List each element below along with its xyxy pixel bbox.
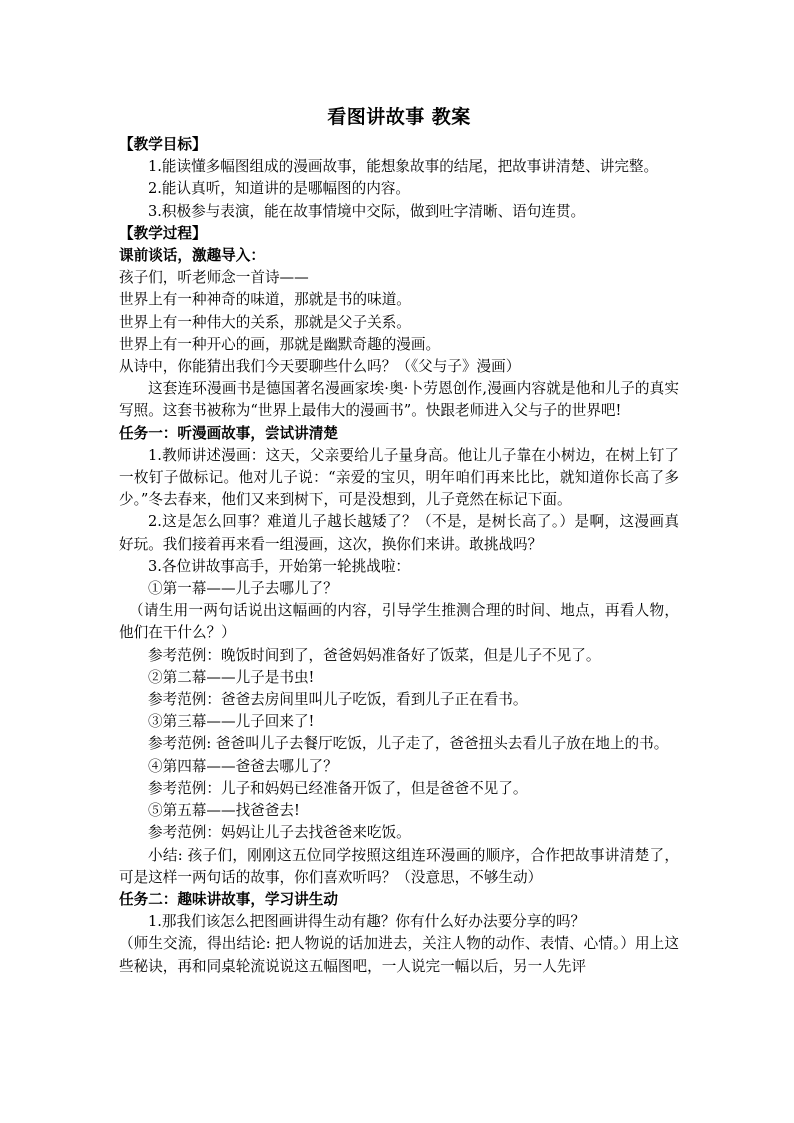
task2-heading: 任务二：趣味讲故事，学习讲生动 xyxy=(119,890,338,908)
document-page xyxy=(119,100,679,978)
intro-paragraph: 这套连环漫画书是德国著名漫画家埃·奥·卜劳恩创作,漫画内容就是他和儿子的真实写照。这套书被称为“世界上最伟大的漫画书”。快跟老师进入父与子的世界吧! xyxy=(119,380,679,420)
goals-heading: 【教学目标】 xyxy=(119,136,207,153)
task1-summary: 小结: 孩子们，刚刚这五位同学按照这组连环漫画的顺序，合作把故事讲清楚了，可是这样一两句话的故事，你们喜欢听吗？（没意思，不够生动） xyxy=(119,846,679,886)
scene-reference: 参考范例：晚饭时间到了，爸爸妈妈准备好了饭菜，但是儿子不见了。 xyxy=(148,646,601,664)
scene-reference: 参考范例：爸爸去房间里叫儿子吃饭，看到儿子正在看书。 xyxy=(148,691,528,709)
scene-title: ②第二幕——儿子是书虫! xyxy=(148,668,315,686)
task2-paragraph: （师生交流，得出结论: 把人物说的话加进去，关注人物的动作、表情、心情。）用上这些秘诀，再和同桌轮流说说这五幅图吧，一人说完一幅以后，另一人先评 xyxy=(119,935,679,975)
scene-title: ③第三幕——儿子回来了! xyxy=(148,713,315,731)
scene-reference: 参考范例：儿子和妈妈已经准备开饭了，但是爸爸不见了。 xyxy=(148,779,528,797)
intro-heading: 课前谈话，激趣导入： xyxy=(119,247,265,265)
task1-paragraph: 2.这是怎么回事？难道儿子越长越矮了？（不是，是树长高了。）是啊，这漫画真好玩。我们接着再来看一组漫画，这次，换你们来讲。敢挑战吗？ xyxy=(119,513,679,553)
intro-line: 世界上有一种开心的画，那就是幽默奇趣的漫画。 xyxy=(119,335,441,353)
scene-title: ①第一幕——儿子去哪儿了？ xyxy=(148,580,338,598)
intro-line: 世界上有一种神奇的味道，那就是书的味道。 xyxy=(119,291,411,309)
process-heading: 【教学过程】 xyxy=(119,224,207,242)
scene-hint: （请生用一两句话说出这幅画的内容，引导学生推测合理的时间、地点，再看人物，他们在干什么？） xyxy=(119,602,679,642)
intro-line: 从诗中，你能猜出我们今天要聊些什么吗？（《父与子》漫画） xyxy=(119,358,521,376)
scene-reference: 参考范例：妈妈让儿子去找爸爸来吃饭。 xyxy=(148,824,411,842)
scene-title: ④第四幕——爸爸去哪儿了？ xyxy=(148,757,338,775)
intro-line: 世界上有一种伟大的关系，那就是父子关系。 xyxy=(119,313,411,331)
task1-heading: 任务一：听漫画故事，尝试讲清楚 xyxy=(119,424,338,442)
task1-paragraph: 3.各位讲故事高手，开始第一轮挑战啦： xyxy=(148,557,411,575)
goal-item: 3.积极参与表演，能在故事情境中交际，做到吐字清晰、语句连贯。 xyxy=(148,202,586,220)
intro-line: 孩子们，听老师念一首诗—— xyxy=(119,269,309,287)
goal-item: 2.能认真听，知道讲的是哪幅图的内容。 xyxy=(148,180,411,198)
task2-paragraph: 1.那我们该怎么把图画讲得生动有趣？你有什么好办法要分享的吗？ xyxy=(148,913,586,931)
goal-item: 1.能读懂多幅图组成的漫画故事，能想象故事的结尾，把故事讲清楚、讲完整。 xyxy=(148,158,659,176)
task1-paragraph: 1.教师讲述漫画：这天，父亲要给儿子量身高。他让儿子靠在小树边，在树上钉了一枚钉子做标记。他对儿子说：“亲爱的宝贝，明年咱们再来比比，就知道你长高了多少。”冬去春来，他们又来到树下，可是没想到，儿子竟然在标记下面。 xyxy=(119,446,679,509)
document-title: 看图讲故事 教案 xyxy=(327,106,471,128)
scene-reference: 参考范例: 爸爸叫儿子去餐厅吃饭，儿子走了，爸爸扭头去看儿子放在地上的书。 xyxy=(148,735,669,753)
scene-title: ⑤第五幕——找爸爸去! xyxy=(148,802,300,820)
